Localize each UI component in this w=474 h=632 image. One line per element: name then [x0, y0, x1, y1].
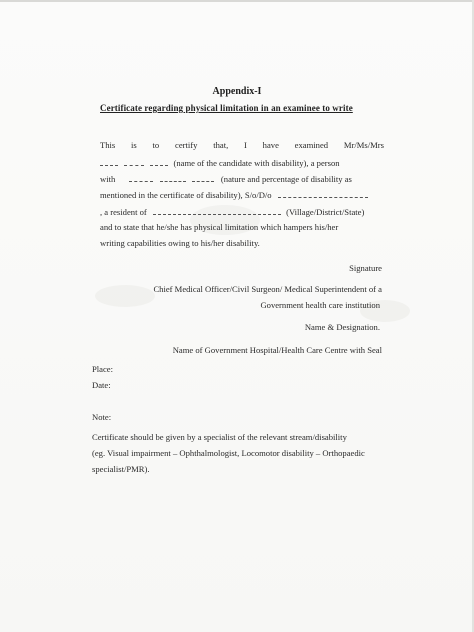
fill-blank[interactable]	[192, 173, 214, 182]
body-line-2	[100, 157, 340, 169]
certificate-subtitle: Certificate regarding physical limitation in an examinee to write	[100, 103, 353, 113]
body-word: is	[131, 140, 137, 150]
body-text: , a resident of	[100, 207, 147, 217]
body-word: This	[100, 140, 116, 150]
fill-blank[interactable]	[100, 157, 118, 166]
note-line-2: (eg. Visual impairment – Ophthalmologist, Locomotor disability – Orthopaedic	[92, 448, 365, 458]
body-word: examined	[294, 140, 329, 150]
body-line-4	[100, 189, 368, 201]
signature-label: Signature	[349, 263, 382, 273]
officer-title-line-1: Chief Medical Officer/Civil Surgeon/ Medical Superintendent of a	[153, 284, 382, 294]
page-title: Appendix-I	[212, 86, 262, 97]
body-word: I	[244, 140, 247, 150]
note-line-3: specialist/PMR).	[92, 464, 150, 474]
scan-edge	[0, 0, 474, 2]
body-line-1	[100, 140, 384, 151]
note-label: Note:	[92, 412, 112, 422]
fill-blank[interactable]	[160, 173, 186, 182]
body-text: (nature and percentage of disability as	[220, 174, 352, 184]
name-designation-label: Name & Designation.	[304, 322, 380, 332]
officer-title-line-2: Government health care institution	[260, 300, 380, 310]
body-line-7: writing capabilities owing to his/her disability.	[100, 238, 260, 248]
place-label: Place:	[92, 364, 113, 374]
date-label: Date:	[92, 380, 111, 390]
note-line-1: Certificate should be given by a specialist of the relevant stream/disability	[92, 432, 347, 442]
hospital-seal-label: Name of Government Hospital/Health Care Centre with Seal	[172, 345, 382, 355]
body-text: mentioned in the certificate of disability), S/o/D/o	[100, 190, 272, 200]
body-text: with	[100, 174, 116, 184]
fill-blank[interactable]	[129, 173, 153, 182]
fill-blank[interactable]	[278, 189, 368, 198]
fill-blank[interactable]	[150, 157, 168, 166]
body-text: (name of the candidate with disability), a person	[173, 158, 340, 168]
body-word: certify	[175, 140, 198, 150]
body-word: Mr/Ms/Mrs	[343, 140, 384, 150]
fill-blank[interactable]	[124, 157, 144, 166]
body-line-5	[100, 206, 364, 218]
body-word: to	[152, 140, 160, 150]
body-word: have	[262, 140, 279, 150]
fill-blank[interactable]	[153, 206, 281, 215]
body-text: (Village/District/State)	[286, 207, 365, 217]
body-line-6: and to state that he/she has physical limitation which hampers his/her	[100, 222, 339, 232]
body-word: that,	[213, 140, 229, 150]
body-line-3	[100, 173, 352, 185]
